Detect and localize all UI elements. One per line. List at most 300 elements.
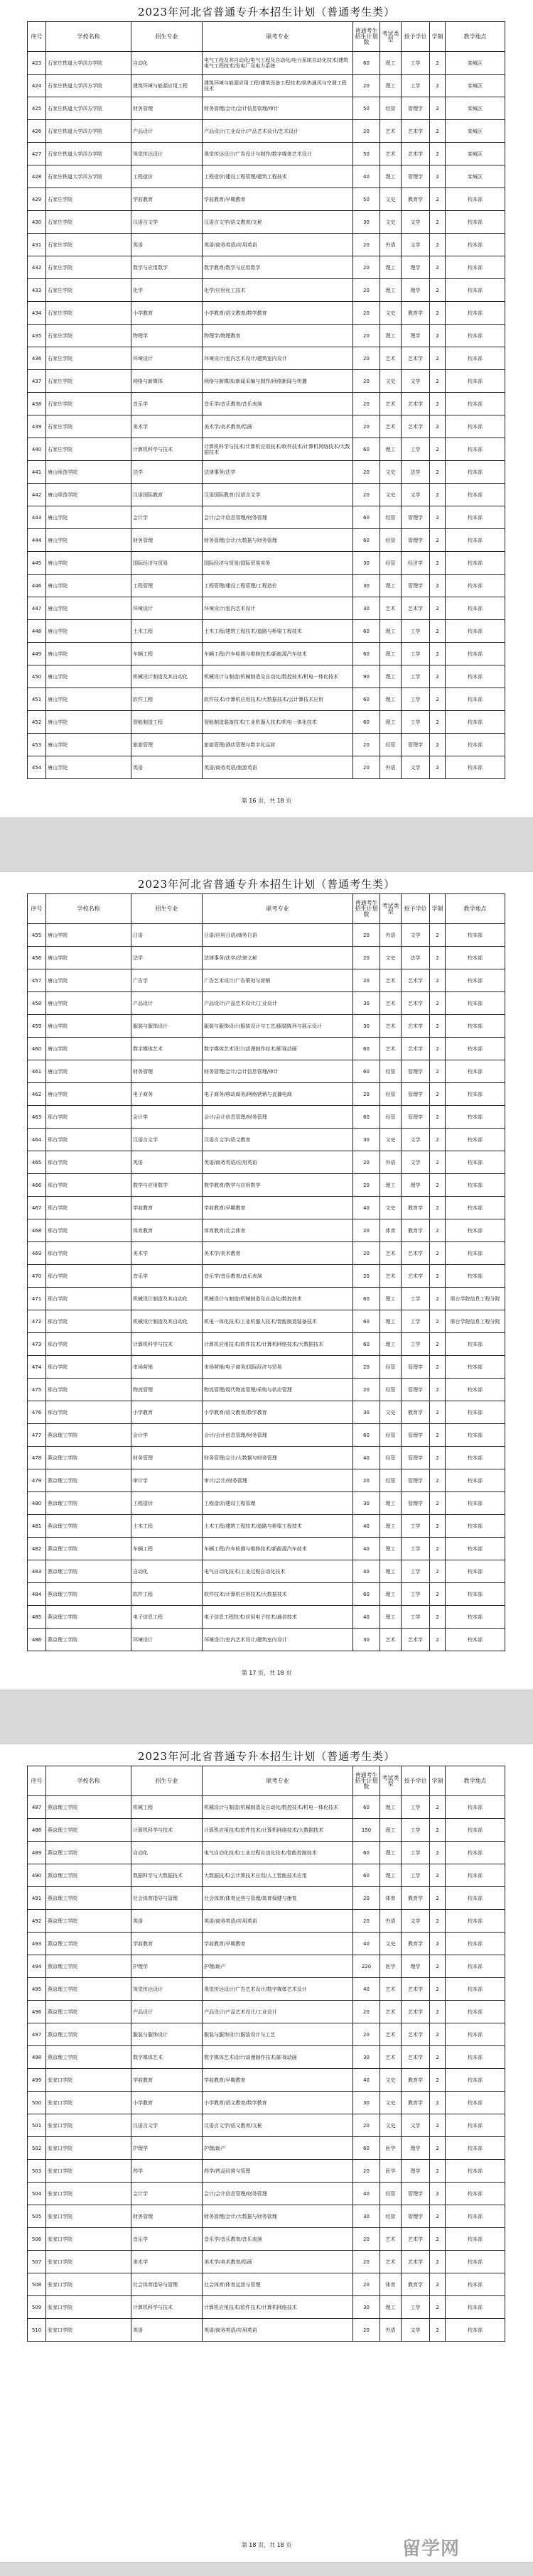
- table-cell: 唐山学院: [46, 529, 131, 552]
- table-cell: 442: [28, 484, 46, 506]
- table-cell: 张家口学院: [46, 2137, 131, 2160]
- table-cell: 教育学: [402, 302, 430, 325]
- table-cell: 理工: [380, 2296, 402, 2319]
- table-cell: 2: [430, 484, 446, 506]
- table-cell: 校本部: [446, 1887, 505, 1910]
- table-cell: 教育学: [402, 2273, 430, 2296]
- table-cell: 446: [28, 575, 46, 597]
- table-cell: 理工: [380, 1842, 402, 1864]
- table-cell: 20: [353, 756, 380, 779]
- table-cell: 工学: [402, 52, 430, 75]
- table-cell: 唐山学院: [46, 1015, 131, 1038]
- table-cell: 理工: [380, 1560, 402, 1583]
- table-cell: 理工: [380, 1333, 402, 1356]
- table-cell: 医学: [380, 2160, 402, 2183]
- table-cell: 张家口学院: [46, 2092, 131, 2114]
- table-cell: 20: [353, 1242, 380, 1265]
- table-cell: 20: [353, 947, 380, 969]
- table-cell: 2: [430, 302, 446, 325]
- table-cell: 424: [28, 75, 46, 97]
- table-cell: 471: [28, 1288, 46, 1310]
- table-cell: 计算机科学与技术: [131, 2296, 203, 2319]
- table-cell: 栾城区: [446, 97, 505, 120]
- table-cell: 医学: [380, 2137, 402, 2160]
- table-cell: 机械设计制造及其自动化: [131, 1310, 203, 1333]
- table-cell: 2: [430, 924, 446, 947]
- table-cell: 产品设计: [131, 2001, 203, 2023]
- table-cell: 财务管理/会计/大数据与财务管理: [203, 529, 353, 552]
- table-cell: 大数据技术/云计算技术应用/人工智能技术应用: [203, 1864, 353, 1887]
- table-row: [28, 2251, 505, 2273]
- table-cell: 汉语言文学/语文教育: [203, 1129, 353, 1151]
- table-cell: 燕京理工学院: [46, 1955, 131, 1978]
- table-cell: 会计学: [131, 1106, 203, 1129]
- table-cell: 483: [28, 1560, 46, 1583]
- table-cell: 20: [353, 1910, 380, 1933]
- table-cell: 40: [353, 1538, 380, 1560]
- table-cell: 审计/会计/财务管理: [203, 1469, 353, 1492]
- table-cell: 产品设计/产品艺术设计/工业设计: [203, 992, 353, 1015]
- table-cell: 英语/商务英语/旅游英语: [203, 756, 353, 779]
- table-row: [28, 1197, 505, 1219]
- table-cell: 20: [353, 2001, 380, 2023]
- table-cell: 经管: [380, 1083, 402, 1106]
- table-cell: 软件技术/计算机应用技术/大数据技术/云计算技术应用: [203, 688, 353, 711]
- table-cell: 服装与服饰设计/服装设计与工艺/服装陈列与展示设计: [203, 1015, 353, 1038]
- table-cell: 工程造价: [131, 165, 203, 188]
- table-cell: 2: [430, 969, 446, 992]
- table-row: [28, 2228, 505, 2251]
- table-cell: 产品设计/工业设计/产品艺术设计/艺术设计: [203, 120, 353, 143]
- table-cell: 423: [28, 52, 46, 75]
- table-cell: 管理学: [402, 575, 430, 597]
- table-cell: 444: [28, 529, 46, 552]
- table-cell: 学前教育: [131, 2069, 203, 2092]
- table-cell: 494: [28, 1955, 46, 1978]
- table-cell: 工学: [402, 1560, 430, 1583]
- header-cell: 授予学位: [402, 22, 430, 52]
- table-cell: 艺术: [380, 1015, 402, 1038]
- table-cell: 唐山学院: [46, 506, 131, 529]
- table-cell: 产品设计: [131, 992, 203, 1015]
- table-cell: 经管: [380, 1447, 402, 1469]
- table-cell: 459: [28, 1015, 46, 1038]
- table-cell: 465: [28, 1151, 46, 1174]
- table-cell: 美术学: [131, 415, 203, 438]
- table-cell: 文史: [380, 1197, 402, 1219]
- table-cell: 2: [430, 2183, 446, 2205]
- table-cell: 校本部: [446, 2296, 505, 2319]
- table-cell: 体育: [380, 2273, 402, 2296]
- table-cell: 434: [28, 302, 46, 325]
- table-cell: 工学: [402, 1796, 430, 1819]
- table-cell: 燕京理工学院: [46, 1629, 131, 1651]
- table-cell: 张家口学院: [46, 2114, 131, 2137]
- table-cell: 470: [28, 1265, 46, 1288]
- table-cell: 文史: [380, 2092, 402, 2114]
- table-cell: 40: [353, 1933, 380, 1955]
- table-cell: 2: [430, 143, 446, 165]
- table-cell: 498: [28, 2046, 46, 2069]
- table-cell: 2: [430, 370, 446, 393]
- table-cell: 环境设计/室内艺术设计: [203, 597, 353, 620]
- table-cell: 2: [430, 2046, 446, 2069]
- table-cell: 化学: [131, 279, 203, 302]
- table-cell: 唐山学院: [46, 1060, 131, 1083]
- table-cell: 校本部: [446, 1106, 505, 1129]
- table-cell: 邢台学院信息工程分院: [446, 1310, 505, 1333]
- table-cell: 护理学: [131, 1955, 203, 1978]
- table-cell: 校本部: [446, 415, 505, 438]
- table-row: [28, 969, 505, 992]
- table-cell: 20: [353, 1174, 380, 1197]
- table-cell: 机械设计与制造/机械制造及自动化/数控技术/机电一体化技术: [203, 665, 353, 688]
- table-cell: 校本部: [446, 325, 505, 347]
- table-cell: 艺术: [380, 120, 402, 143]
- table-cell: 邢台学院: [46, 1219, 131, 1242]
- page-title: 2023年河北省普通专升本招生计划（普通考生类）: [137, 6, 396, 18]
- table-cell: 栾城区: [446, 143, 505, 165]
- table-cell: 504: [28, 2183, 46, 2205]
- table-cell: 理工: [380, 75, 402, 97]
- table-cell: 20: [353, 120, 380, 143]
- table-cell: 会计学: [131, 1424, 203, 1447]
- table-cell: 智能制造装备技术/工业机器人技术/机电一体化技术: [203, 711, 353, 734]
- table-cell: 435: [28, 325, 46, 347]
- table-cell: 教育学: [402, 2092, 430, 2114]
- table-cell: 60: [353, 643, 380, 665]
- table-cell: 法学: [131, 461, 203, 484]
- table-cell: 2: [430, 2228, 446, 2251]
- table-cell: 484: [28, 1583, 46, 1606]
- table-cell: 燕京理工学院: [46, 1560, 131, 1583]
- table-cell: 管理学: [402, 1447, 430, 1469]
- table-cell: 理工: [380, 1288, 402, 1310]
- table-cell: 艺术: [380, 992, 402, 1015]
- table-cell: 石家庄学院: [46, 211, 131, 234]
- table-cell: 校本部: [446, 370, 505, 393]
- table-cell: 艺术学: [402, 1242, 430, 1265]
- table-cell: 土木工程: [131, 620, 203, 643]
- table-cell: 财务管理/会计/会计信息管理/审计: [203, 97, 353, 120]
- table-cell: 经管: [380, 1379, 402, 1401]
- table-cell: 校本部: [446, 575, 505, 597]
- table-cell: 校本部: [446, 1606, 505, 1629]
- table-cell: 2: [430, 75, 446, 97]
- table-cell: 邢台学院: [46, 1310, 131, 1333]
- header-cell: 授予学位: [402, 1766, 430, 1796]
- table-cell: 校本部: [446, 529, 505, 552]
- table-cell: 校本部: [446, 620, 505, 643]
- table-cell: 500: [28, 2092, 46, 2114]
- table-cell: 电子信息工程: [131, 1606, 203, 1629]
- table-cell: 审计学: [131, 1469, 203, 1492]
- table-row: [28, 279, 505, 302]
- table-cell: 音乐学: [131, 1265, 203, 1288]
- table-cell: 2: [430, 2251, 446, 2273]
- table-cell: 理工: [380, 1310, 402, 1333]
- header-cell: 考试类型: [380, 22, 402, 52]
- table-cell: 校本部: [446, 1629, 505, 1651]
- header-cell: 考试类型: [380, 1766, 402, 1796]
- table-cell: 理工: [380, 52, 402, 75]
- table-cell: 2: [430, 711, 446, 734]
- header-cell: 学校名称: [46, 22, 131, 52]
- table-cell: 457: [28, 969, 46, 992]
- table-cell: 20: [353, 75, 380, 97]
- table-cell: 艺术: [380, 597, 402, 620]
- table-cell: 校本部: [446, 1356, 505, 1379]
- table-cell: 唐山学院: [46, 711, 131, 734]
- table-cell: 艺术: [380, 347, 402, 370]
- table-cell: 计算机科学与技术/计算机应用技术/软件技术/计算机网络技术/大数据技术: [203, 438, 353, 461]
- table-cell: 20: [353, 1219, 380, 1242]
- table-cell: 汉语国际教育/汉语言文学: [203, 484, 353, 506]
- table-cell: 教育学: [402, 1401, 430, 1424]
- table-cell: 燕京理工学院: [46, 2001, 131, 2023]
- table-cell: 机械工程: [131, 1796, 203, 1819]
- table-cell: 护理/助产: [203, 1955, 353, 1978]
- table-cell: 环境设计: [131, 1629, 203, 1651]
- table-cell: 473: [28, 1333, 46, 1356]
- table-cell: 社会体育/体育运营与管理: [203, 2273, 353, 2296]
- table-row: [28, 529, 505, 552]
- table-cell: 工学: [402, 1606, 430, 1629]
- table-cell: 唐山学院: [46, 734, 131, 756]
- table-cell: 经管: [380, 2183, 402, 2205]
- table-cell: 物流管理/现代物流管理/采购与供应管理: [203, 1379, 353, 1401]
- table-cell: 60: [353, 1842, 380, 1864]
- table-cell: 校本部: [446, 2092, 505, 2114]
- table-header: [28, 1766, 505, 1796]
- table-cell: 2: [430, 2296, 446, 2319]
- table-row: [28, 438, 505, 461]
- page-title: 2023年河北省普通专升本招生计划（普通考生类）: [137, 878, 396, 891]
- table-row: [28, 1038, 505, 1060]
- table-row: [28, 1933, 505, 1955]
- table-cell: 工学: [402, 1538, 430, 1560]
- table-cell: 理学: [402, 1174, 430, 1197]
- table-cell: 数学教育/数学与应用数学: [203, 1174, 353, 1197]
- table-cell: 429: [28, 188, 46, 211]
- table-cell: 2: [430, 2273, 446, 2296]
- table-cell: 理工: [380, 165, 402, 188]
- table-cell: 文史: [380, 188, 402, 211]
- table-cell: 计算机应用技术/软件技术/计算机网络技术: [203, 2296, 353, 2319]
- table-cell: 唐山学院: [46, 620, 131, 643]
- header-cell: 招生专业: [131, 1766, 203, 1796]
- table-cell: 社会体育/体育运营与管理/体育保健与康复: [203, 1887, 353, 1910]
- table-cell: 校本部: [446, 969, 505, 992]
- table-cell: 工学: [402, 438, 430, 461]
- table-cell: 2: [430, 1538, 446, 1560]
- table-cell: 经济学: [402, 552, 430, 575]
- table-cell: 艺术: [380, 969, 402, 992]
- table-cell: 2: [430, 1401, 446, 1424]
- table-cell: 40: [353, 2069, 380, 2092]
- table-cell: 法学: [131, 947, 203, 969]
- table-body: [28, 1796, 505, 2342]
- table-cell: 校本部: [446, 1910, 505, 1933]
- table-row: [28, 165, 505, 188]
- table-cell: 2: [430, 1424, 446, 1447]
- table-cell: 461: [28, 1060, 46, 1083]
- table-cell: 理学: [402, 256, 430, 279]
- table-cell: 2: [430, 256, 446, 279]
- table-cell: 校本部: [446, 1242, 505, 1265]
- table-cell: 校本部: [446, 234, 505, 256]
- table-cell: 机电一体化技术/工业机器人技术/智能制造装备技术: [203, 1310, 353, 1333]
- table-row: [28, 1106, 505, 1129]
- table-cell: 艺术学: [402, 120, 430, 143]
- table-cell: 音乐学: [131, 2228, 203, 2251]
- table-cell: 邢台学院: [46, 1129, 131, 1151]
- table-row: [28, 461, 505, 484]
- table-cell: 50: [353, 97, 380, 120]
- table-cell: 431: [28, 234, 46, 256]
- table-cell: 计算机科学与技术: [131, 438, 203, 461]
- header-cell: 教学地点: [446, 1766, 505, 1796]
- table-cell: 建筑环境与能源应用工程: [131, 75, 203, 97]
- table-cell: 2: [430, 415, 446, 438]
- table-cell: 工学: [402, 665, 430, 688]
- table-cell: 440: [28, 438, 46, 461]
- header-cell: 序号: [28, 894, 46, 924]
- table-cell: 校本部: [446, 2001, 505, 2023]
- table-cell: 工程造价/建设工程管理/建筑工程技术: [203, 165, 353, 188]
- table-cell: 校本部: [446, 188, 505, 211]
- table-cell: 文史: [380, 370, 402, 393]
- table-cell: 2: [430, 1356, 446, 1379]
- page-title: 2023年河北省普通专升本招生计划（普通考生类）: [137, 1750, 396, 1763]
- table-cell: 机械设计制造及其自动化: [131, 1288, 203, 1310]
- table-cell: 物理学/物理教育: [203, 325, 353, 347]
- table-cell: 英语: [131, 1910, 203, 1933]
- table-cell: 土木工程/建筑工程技术/道路与桥梁工程技术: [203, 1515, 353, 1538]
- table-cell: 管理学: [402, 165, 430, 188]
- table-cell: 艺术: [380, 2046, 402, 2069]
- table-row: [28, 1379, 505, 1401]
- table-cell: 校本部: [446, 2114, 505, 2137]
- table-cell: 经管: [380, 529, 402, 552]
- table-cell: 2: [430, 325, 446, 347]
- table-row: [28, 2114, 505, 2137]
- table-cell: 燕京理工学院: [46, 1447, 131, 1469]
- table-cell: 503: [28, 2160, 46, 2183]
- document-page-16: [0, 0, 533, 817]
- table-cell: 燕京理工学院: [46, 1492, 131, 1515]
- table-cell: 工学: [402, 643, 430, 665]
- table-cell: 工学: [402, 2296, 430, 2319]
- table-cell: 2: [430, 1933, 446, 1955]
- table-cell: 2: [430, 688, 446, 711]
- table-cell: 428: [28, 165, 46, 188]
- table-cell: 邢台学院: [46, 1288, 131, 1310]
- table-cell: 2: [430, 2023, 446, 2046]
- table-cell: 477: [28, 1424, 46, 1447]
- table-cell: 校本部: [446, 2023, 505, 2046]
- table-cell: 479: [28, 1469, 46, 1492]
- table-cell: 电气自动化技术/工业过程自动化技术: [203, 1560, 353, 1583]
- table-row: [28, 347, 505, 370]
- table-cell: 学前教育: [131, 1933, 203, 1955]
- table-cell: 20: [353, 279, 380, 302]
- header-cell: 普通考生招生计划数: [353, 22, 380, 52]
- table-cell: 443: [28, 506, 46, 529]
- table-row: [28, 1842, 505, 1864]
- table-row: [28, 1288, 505, 1310]
- table-cell: 工学: [402, 620, 430, 643]
- table-cell: 体育: [380, 1887, 402, 1910]
- table-cell: 496: [28, 2001, 46, 2023]
- table-cell: 508: [28, 2273, 46, 2296]
- table-row: [28, 1819, 505, 1842]
- table-cell: 音乐学/音乐教育/音乐表演: [203, 393, 353, 415]
- table-row: [28, 688, 505, 711]
- table-cell: 20: [353, 415, 380, 438]
- table-cell: 475: [28, 1379, 46, 1401]
- table-cell: 30: [353, 211, 380, 234]
- table-cell: 工学: [402, 1288, 430, 1310]
- table-cell: 2: [430, 279, 446, 302]
- table-cell: 会计/会计信息管理/财务管理: [203, 1424, 353, 1447]
- table-cell: 艺术学: [402, 393, 430, 415]
- table-cell: 2: [430, 2114, 446, 2137]
- table-cell: 经管: [380, 97, 402, 120]
- table-cell: 20: [353, 461, 380, 484]
- table-cell: 校本部: [446, 2160, 505, 2183]
- table-row: [28, 506, 505, 529]
- table-cell: 物流管理: [131, 1379, 203, 1401]
- table-cell: 外语: [380, 924, 402, 947]
- table-cell: 电气工程及其自动化/电气工程及自动化/电力系统自动化技术/建筑电气工程技术/发电厂及电力系统: [203, 52, 353, 75]
- table-cell: 20: [353, 2160, 380, 2183]
- table-cell: 化学/应用化工技术: [203, 279, 353, 302]
- table-cell: 电子信息工程技术/应用电子技术/通信技术: [203, 1606, 353, 1629]
- table-cell: 2: [430, 506, 446, 529]
- table-cell: 艺术学: [402, 1978, 430, 2001]
- table-cell: 工学: [402, 1842, 430, 1864]
- table-cell: 2: [430, 529, 446, 552]
- table-cell: 艺术: [380, 1978, 402, 2001]
- table-cell: 30: [353, 1629, 380, 1651]
- table-cell: 体育教育/社会体育: [203, 1219, 353, 1242]
- table-cell: 2: [430, 1469, 446, 1492]
- table-cell: 50: [353, 188, 380, 211]
- table-cell: 管理学: [402, 1379, 430, 1401]
- table-cell: 理工: [380, 1606, 402, 1629]
- table-cell: 艺术学: [402, 969, 430, 992]
- table-cell: 430: [28, 211, 46, 234]
- table-cell: 张家口学院: [46, 2319, 131, 2342]
- table-cell: 艺术: [380, 1242, 402, 1265]
- table-cell: 理工: [380, 1864, 402, 1887]
- table-cell: 文史: [380, 211, 402, 234]
- document-page-18: [0, 1744, 533, 2562]
- table-row: [28, 484, 505, 506]
- table-cell: 432: [28, 256, 46, 279]
- table-row: [28, 665, 505, 688]
- table-cell: 2: [430, 347, 446, 370]
- table-row: [28, 97, 505, 120]
- table-cell: 艺术: [380, 1038, 402, 1060]
- table-row: [28, 2273, 505, 2296]
- table-cell: 艺术学: [402, 2251, 430, 2273]
- table-cell: 60: [353, 711, 380, 734]
- table-cell: 文学: [402, 370, 430, 393]
- table-cell: 工程管理/建设工程管理/工程造价: [203, 575, 353, 597]
- table-cell: 张家口学院: [46, 2296, 131, 2319]
